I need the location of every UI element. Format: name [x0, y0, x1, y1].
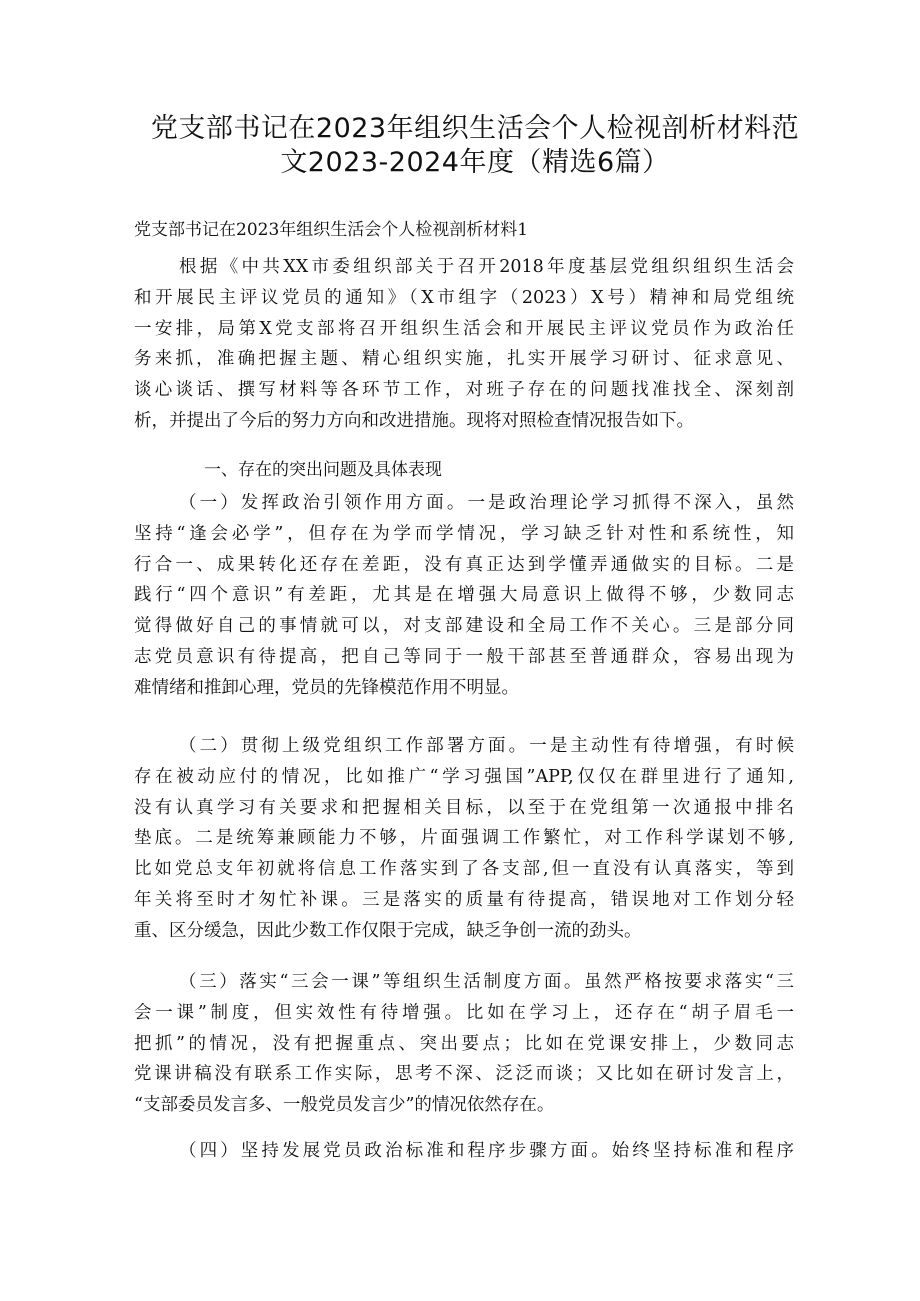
intro-paragraph	[134, 252, 794, 437]
text-line: 觉得做好自己的事情就可以，对支部建设和全局工作不关心。三是部分同	[134, 616, 794, 637]
text-line: （二）贯彻上级党组织工作部署方面。一是主动性有待增强，有时候	[179, 736, 794, 756]
text-line: （一）发挥政治引领作用方面。一是政治理论学习抓得不深入，虽然	[179, 493, 794, 513]
text-line: 难情绪和推卸心理，党员的先锋模范作用不明显。	[134, 677, 519, 698]
text-line: 党课讲稿没有联系工作实际，思考不深、泛泛而谈；又比如在研讨发言上，	[134, 1064, 794, 1085]
paragraph-1	[134, 488, 794, 704]
text-line: 行合一、成果转化还存在差距，没有真正达到学懂弄通做实的目标。二是	[134, 554, 794, 575]
text-line: 会一课”制度，但实效性有待增强。比如在学习上，还存在“胡子眉毛一	[134, 1002, 794, 1023]
title-line-1: 党支部书记在2023年组织生活会个人检视剖析材料范	[150, 113, 800, 144]
text-line: （四）坚持发展党员政治标准和程序步骤方面。始终坚持标准和程序	[179, 1141, 794, 1161]
text-line: 存在被动应付的情况，比如推广“学习强国”APP,仅仅在群里进行了通知,	[134, 766, 794, 787]
text-line: “支部委员发言多、一般党员发言少”的情况依然存在。	[134, 1095, 555, 1116]
article-subtitle: 党支部书记在2023年组织生活会个人检视剖析材料1	[134, 220, 529, 240]
document-title	[150, 112, 800, 180]
text-line: 比如党总支年初就将信息工作落实到了各支部,但一直没有认真落实，等到	[134, 859, 794, 880]
text-line: 一安排，局第X党支部将召开组织生活会和开展民主评议党员作为政治任	[134, 318, 794, 339]
text-line: 谈心谈话、撰写材料等各环节工作，对班子存在的问题找准找全、深刻剖	[134, 380, 794, 401]
paragraph-4	[134, 1136, 794, 1167]
text-line: 坚持“逢会必学”，但存在为学而学情况，学习缺乏针对性和系统性，知	[134, 523, 794, 544]
text-line: （三）落实“三会一课”等组织生活制度方面。虽然严格按要求落实“三	[179, 972, 794, 992]
text-line: 把抓”的情况，没有把握重点、突出要点；比如在党课安排上，少数同志	[134, 1033, 794, 1054]
text-line: 析，并提出了今后的努力方向和改进措施。现将对照检查情况报告如下。	[134, 410, 694, 431]
text-line: 没有认真学习有关要求和把握相关目标，以至于在党组第一次通报中排名	[134, 797, 794, 818]
title-line-2: 文2023-2024年度（精选6篇）	[280, 147, 670, 178]
text-line: 和开展民主评议党员的通知》（X市组字（2023）X号）精神和局党组统	[134, 287, 794, 308]
text-line: 志党员意识有待提高，把自己等同于一般干部甚至普通群众，容易出现为	[134, 646, 794, 667]
section-heading: 一、存在的突出问题及具体表现	[204, 460, 442, 480]
text-line: 垫底。二是统筹兼顾能力不够，片面强调工作繁忙，对工作科学谋划不够,	[134, 828, 794, 849]
paragraph-2	[134, 731, 794, 947]
paragraph-3	[134, 967, 794, 1121]
text-line: 重、区分缓急，因此少数工作仅限于完成，缺乏争创一流的劲头。	[134, 920, 642, 941]
text-line: 践行“四个意识”有差距，尤其是在增强大局意识上做得不够，少数同志	[134, 585, 794, 606]
text-line: 务来抓，准确把握主题、精心组织实施，扎实开展学习研讨、征求意见、	[134, 349, 794, 370]
text-line: 年关将至时才匆忙补课。三是落实的质量有待提高，错误地对工作划分轻	[134, 889, 794, 910]
text-line: 根据《中共XX市委组织部关于召开2018年度基层党组织组织生活会	[179, 257, 794, 277]
